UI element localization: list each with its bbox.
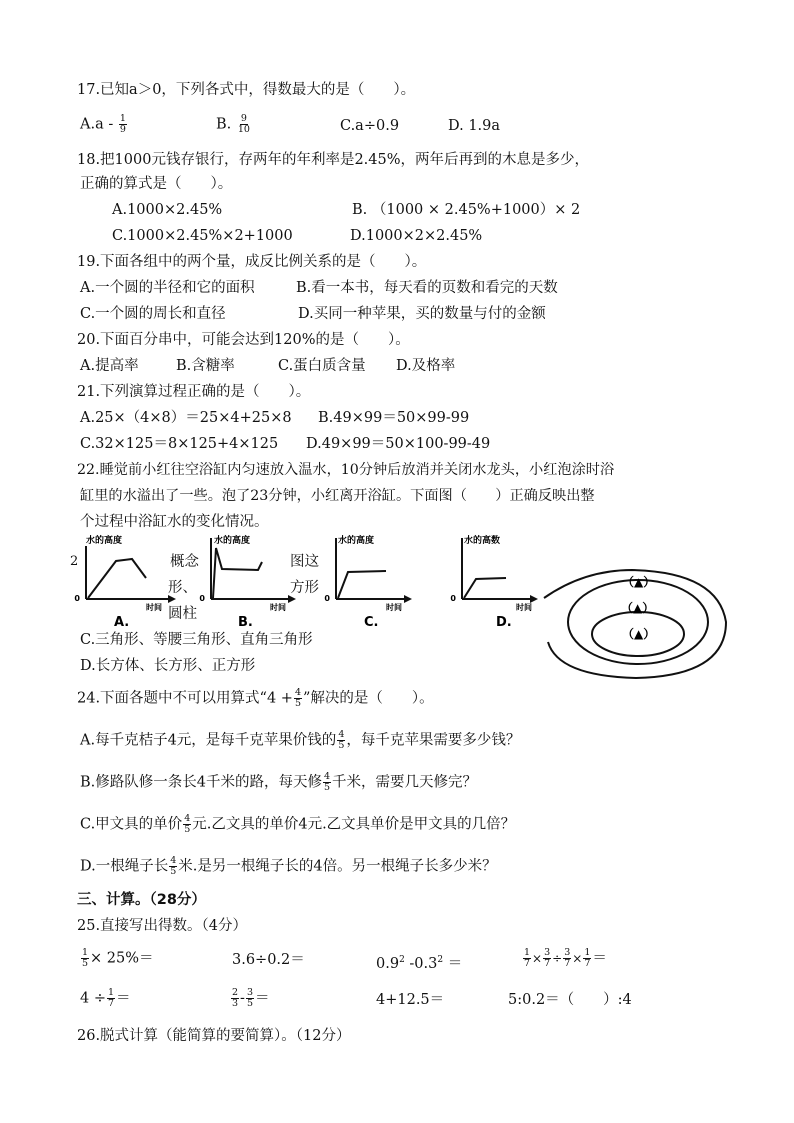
- graph-d-origin: 0: [450, 594, 456, 603]
- q19-option-c: C.一个圆的周长和直径: [80, 306, 226, 322]
- q18-option-b: B. （1000 × 2.45%+1000）× 2: [352, 202, 581, 218]
- q20-option-d: D.及格率: [396, 358, 456, 374]
- q19-option-d: D.买同一种苹果，买的数量与付的金额: [298, 306, 546, 322]
- graph-a-title: 水的高度: [86, 536, 123, 546]
- graph-b-label: B.: [238, 615, 253, 630]
- q26-stem: 26.脱式计算（能简算的要简算）。（12分）: [77, 1028, 351, 1044]
- q17-option-d: D. 1.9a: [448, 118, 501, 134]
- q25-item-2: 3.6÷0.2＝: [232, 952, 305, 968]
- q24-option-c: C.甲文具的单价 $\frac{4}{5}$ 元.乙文具的单价4元.乙文具单价是甲文具的几倍？: [80, 813, 516, 835]
- q21-option-c: C.32×125＝8×125+4×125: [80, 436, 279, 452]
- q19-option-b: B.看一本书，每天看的页数和看完的天数: [296, 280, 558, 296]
- graph-b-title: 水的高度: [214, 536, 251, 546]
- graph-a-xlabel: 时间: [146, 603, 162, 612]
- q23-option-c: C.三角形、等腰三角形、直角三角形: [80, 632, 313, 648]
- graph-a-label: A.: [114, 615, 130, 630]
- q24-option-d: D.一根绳子长 $\frac{4}{5}$ 米.是另一根绳子长的4倍。另一根绳子长多少米？: [80, 855, 497, 877]
- q24-option-b: B.修路队修一条长4千米的路，每天修 $\frac{4}{5}$ 千米，需要几天修完？: [80, 771, 478, 793]
- q24-c-fraction: $\frac{4}{5}$: [184, 813, 191, 835]
- graph-b-origin: 0: [199, 594, 205, 603]
- graph-c-line: [338, 571, 386, 598]
- q19-stem: 19.下面各组中的两个量，成反比例关系的是（ ）。: [77, 254, 427, 270]
- q25-item-1-fraction: $\frac{1}{5}$: [82, 947, 89, 969]
- graph-d-line: [464, 578, 506, 598]
- q18-stem-line2: 正确的算式是（ ）。: [80, 176, 233, 192]
- q25-stem: 25.直接写出得数。（4分）: [77, 918, 248, 934]
- q17-option-b: [216, 114, 252, 135]
- q25-item-7: 4+12.5＝: [376, 992, 445, 1008]
- q20-stem: 20.下面百分串中，可能会达到120%的是（ ）。: [77, 332, 410, 348]
- q24-option-a: A.每千克桔子4元，是每千克苹果价钱的 $\frac{4}{5}$ ，每千克苹果需要多少钱？: [80, 729, 521, 751]
- q24-stem-fraction: $\frac{4}{5}$: [294, 687, 302, 709]
- q23-stray-number: 2: [70, 554, 79, 569]
- q21-option-b: B.49×99＝50×99-99: [318, 410, 470, 426]
- q21-option-d: D.49×99＝50×100-99-49: [306, 436, 491, 452]
- q22-stem-line1: 22.睡觉前小红往空浴缸内匀速放入温水，10分钟后放消并关闭水龙头，小红泡涂时浴: [77, 462, 615, 478]
- graph-b-line: [213, 548, 262, 598]
- q25-item-4: $\frac{1}{7}$ × $\frac{3}{7}$ ÷ $\frac{3}{7}$ × $\frac{1}{7}$ ＝: [524, 947, 607, 969]
- q21-stem: 21.下列演算过程正确的是（ ）。: [77, 384, 311, 400]
- q24-stem-text-a: 24.下面各题中不可以用算式“4 +: [77, 690, 293, 707]
- q17-option-a: [80, 114, 128, 135]
- q22-stem-line3: 个过程中浴缸水的变化情况。: [80, 514, 269, 530]
- graph-d-xlabel: 时间: [516, 603, 532, 612]
- q25-item-5: 4 ÷ $\frac{1}{7}$ ＝: [80, 987, 131, 1009]
- q17-stem: 17.已知a＞0，下列各式中，得数最大的是（ ）。: [77, 82, 416, 98]
- q23-fragment-5: 方形: [290, 580, 319, 596]
- q20-option-c: C.蛋白质含量: [278, 358, 366, 374]
- q18-option-a: A.1000×2.45%: [112, 202, 223, 218]
- graph-d-label: D.: [496, 615, 512, 630]
- q24-a-fraction: $\frac{4}{5}$: [338, 729, 345, 751]
- q24-stem-text-b: ”解决的是（ ）。: [303, 690, 434, 707]
- q20-option-a: A.提高率: [80, 358, 139, 374]
- graph-c-arrow-icon: [404, 595, 412, 603]
- q21-option-a: A.25×（4×8）＝25×4+25×8: [80, 410, 292, 426]
- venn-inner-mark: （▲）: [622, 627, 656, 641]
- graph-c-origin: 0: [324, 594, 330, 603]
- q24-stem: [77, 688, 434, 709]
- q17-a-text: A.a -: [80, 116, 114, 133]
- graph-a-origin: 0: [74, 594, 80, 603]
- q23-option-d: D.长方体、长方形、正方形: [80, 658, 256, 674]
- q18-stem-line1: 18.把1000元钱存银行，存两年的年利率是2.45%，两年后再到的木息是多少，: [77, 152, 590, 168]
- graph-c-title: 水的高度: [338, 536, 375, 546]
- q23-fragment-1: 概念: [170, 554, 199, 570]
- q18-option-d: D.1000×2×2.45%: [350, 228, 483, 244]
- q23-fragment-3: 圆柱: [168, 606, 197, 622]
- q17-option-c: C.a÷0.9: [340, 118, 400, 134]
- graph-c-xlabel: 时间: [386, 603, 402, 612]
- q17-b-fraction: $\frac{9}{10}$: [237, 113, 250, 135]
- q24-b-fraction: $\frac{4}{5}$: [324, 771, 331, 793]
- graph-b-xlabel: 时间: [270, 603, 286, 612]
- q23-fragment-2: 形、: [168, 580, 197, 596]
- q25-item-1: $\frac{1}{5}$ × 25%＝: [82, 947, 154, 969]
- q25-item-6: $\frac{2}{3}$ - $\frac{3}{5}$ ＝: [232, 987, 270, 1009]
- section-3-title: 三、计算。（28分）: [77, 892, 206, 908]
- venn-middle-mark: （▲）: [621, 601, 655, 615]
- q24-d-fraction: $\frac{4}{5}$: [170, 855, 177, 877]
- venn-middle-ellipse: [568, 580, 708, 664]
- q19-option-a: A.一个圆的半径和它的面积: [80, 280, 255, 296]
- q20-option-b: B.含糖率: [176, 358, 235, 374]
- q18-option-c: C.1000×2.45%×2+1000: [112, 228, 293, 244]
- graph-a-line: [88, 559, 146, 598]
- q17-a-fraction: $\frac{1}{9}$: [119, 113, 126, 135]
- graph-c-label: C.: [364, 615, 379, 630]
- graph-d-arrow-icon: [530, 595, 538, 603]
- graph-d-title: 水的高数: [464, 536, 501, 546]
- q17-b-text: B.: [216, 116, 232, 133]
- q25-item-3: $0.9^2$ $-0.3^2$ ＝: [376, 955, 463, 972]
- q22-stem-line2: 缸里的水溢出了一些。泡了23分钟，小红离开浴缸。下面图（ ）正确反映出整: [80, 488, 595, 504]
- q23-fragment-4: 图这: [290, 554, 319, 570]
- venn-outer-mark: （▲）: [622, 575, 656, 589]
- q25-item-8: 5:0.2＝（ ）:4: [508, 992, 632, 1008]
